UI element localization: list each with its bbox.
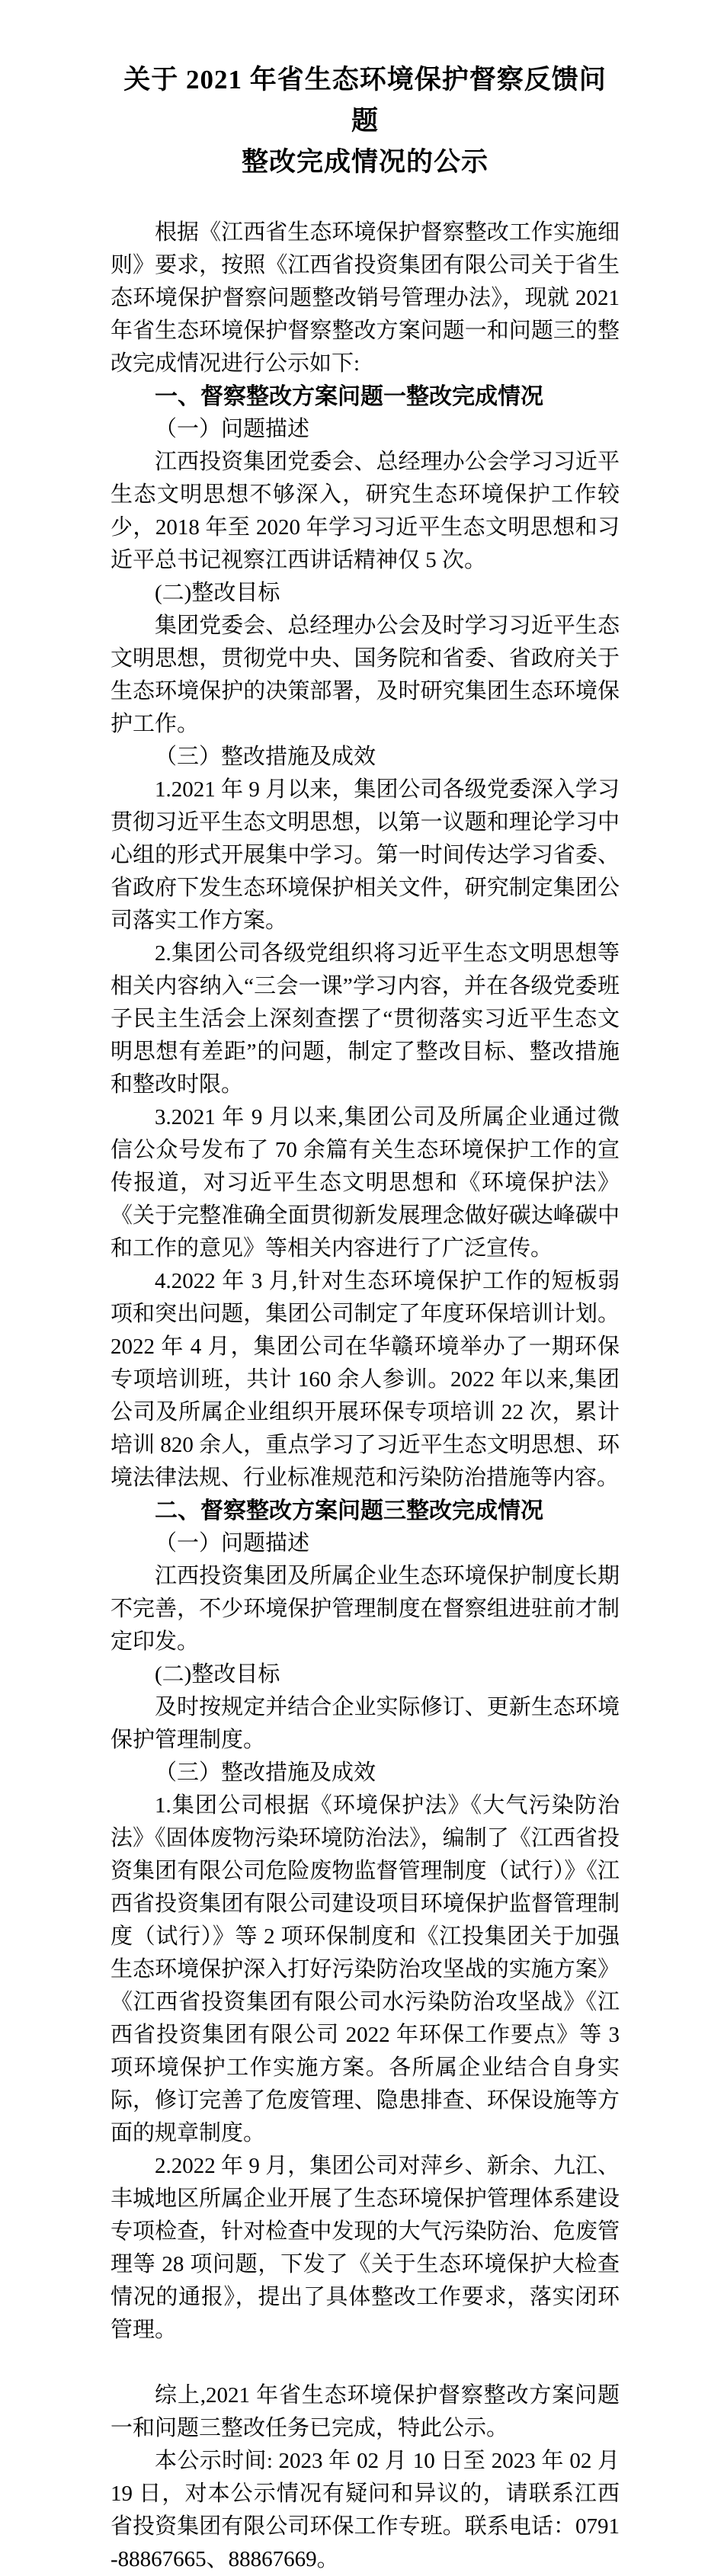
paragraph: 1.2021 年 9 月以来，集团公司各级党委深入学习贯彻习近平生态文明思想，以第一议题和理论学习中心组的形式开展集中学习。第一时间传达学习省委、省政府下发生态环境保护相关文件，研究制定集团公司落实工作方案。 [111,777,620,933]
paragraph: 江西投资集团及所属企业生态环境保护制度长期不完善，不少环境保护管理制度在督察组进驻前才制定印发。 [111,1564,620,1654]
document-title [111,59,620,183]
subsection-heading: （一）问题描述 [155,1531,310,1556]
subsection-heading: (二)整改目标 [155,581,280,605]
section-heading: 二、督察整改方案问题三整改完成情况 [155,1498,543,1523]
subsection-heading: （三）整改措施及成效 [155,745,376,769]
paragraph: 江西投资集团党委会、总经理办公会学习习近平生态文明思想不够深入，研究生态环境保护工作较少，2018 年至 2020 年学习习近平生态文明思想和习近平总书记视察江西讲话精神仅 5 次。 [111,450,620,572]
document-title-line-2: 整改完成情况的公示 [241,147,489,177]
paragraph: 1.集团公司根据《环境保护法》《大气污染防治法》《固体废物污染环境防治法》，编制了《江西省投资集团有限公司危险废物监督管理制度（试行）》《江西省投资集团有限公司建设项目环境保护监督管理制度（试行）》等 2 项环保制度和《江投集团关于加强生态环境保护深入打好污染防治攻坚战的实施方案》《江西省投资集团有限公司水污染防治攻坚战》《江西省投资集团有限公司 2022 年环保工作要点》等 3 项环境保护工作实施方案。各所属企业结合自身实际，修订完善了危废管理、隐患排查、环保设施等方面的规章制度。 [111,1793,620,2145]
paragraph: 2.2022 年 9 月，集团公司对萍乡、新余、九江、丰城地区所属企业开展了生态环境保护管理体系建设专项检查，针对检查中发现的大气污染防治、危废管理等 28 项问题，下发了《关于生态环境保护大检查情况的通报》，提出了具体整改工作要求，落实闭环管理。 [111,2154,620,2342]
subsection-heading: （三）整改措施及成效 [155,1761,376,1785]
subsection-heading: (二)整改目标 [155,1662,280,1687]
paragraph: 综上,2021 年省生态环境保护督察整改方案问题一和问题三整改任务已完成，特此公示。 [111,2383,620,2440]
paragraph: 2.集团公司各级党组织将习近平生态文明思想等相关内容纳入“三会一课”学习内容，并在各级党委班子民主生活会上深刻查摆了“贯彻落实习近平生态文明思想有差距”的问题，制定了整改目标、整改措施和整改时限。 [111,941,620,1097]
paragraph: 集团党委会、总经理办公会及时学习习近平生态文明思想，贯彻党中央、国务院和省委、省政府关于生态环境保护的决策部署，及时研究集团生态环境保护工作。 [111,614,620,736]
paragraph: 3.2021 年 9 月以来,集团公司及所属企业通过微信公众号发布了 70 余篇有关生态环境保护工作的宣传报道，对习近平生态文明思想和《环境保护法》《关于完整准确全面贯彻新发展理念做好碳达峰碳中和工作的意见》等相关内容进行了广泛宣传。 [111,1105,620,1261]
paragraph: 及时按规定并结合企业实际修订、更新生态环境保护管理制度。 [111,1695,620,1752]
document-body [111,216,620,2576]
blank-line [111,2347,620,2379]
paragraph: 根据《江西省生态环境保护督察整改工作实施细则》要求，按照《江西省投资集团有限公司关于省生态环境保护督察问题整改销号管理办法》，现就 2021 年省生态环境保护督察整改方案问题一和问题三的整改完成情况进行公示如下: [111,220,620,376]
section-heading: 一、督察整改方案问题一整改完成情况 [155,384,543,409]
document-title-line-1: 关于 2021 年省生态环境保护督察反馈问题 [123,65,607,136]
subsection-heading: （一）问题描述 [155,417,310,441]
paragraph: 本公示时间: 2023 年 02 月 10 日至 2023 年 02 月 19 日，对本公示情况有疑问和异议的，请联系江西省投资集团有限公司环保工作专班。联系电话：0791-88867665、88867669。 [111,2449,620,2571]
paragraph: 4.2022 年 3 月,针对生态环境保护工作的短板弱项和突出问题，集团公司制定了年度环保培训计划。2022 年 4 月，集团公司在华赣环境举办了一期环保专项培训班，共计 160 余人参训。2022 年以来,集团公司及所属企业组织开展环保专项培训 22 次，累计培训 820 余人，重点学习了习近平生态文明思想、环境法律法规、行业标准规范和污染防治措施等内容。 [111,1269,620,1490]
